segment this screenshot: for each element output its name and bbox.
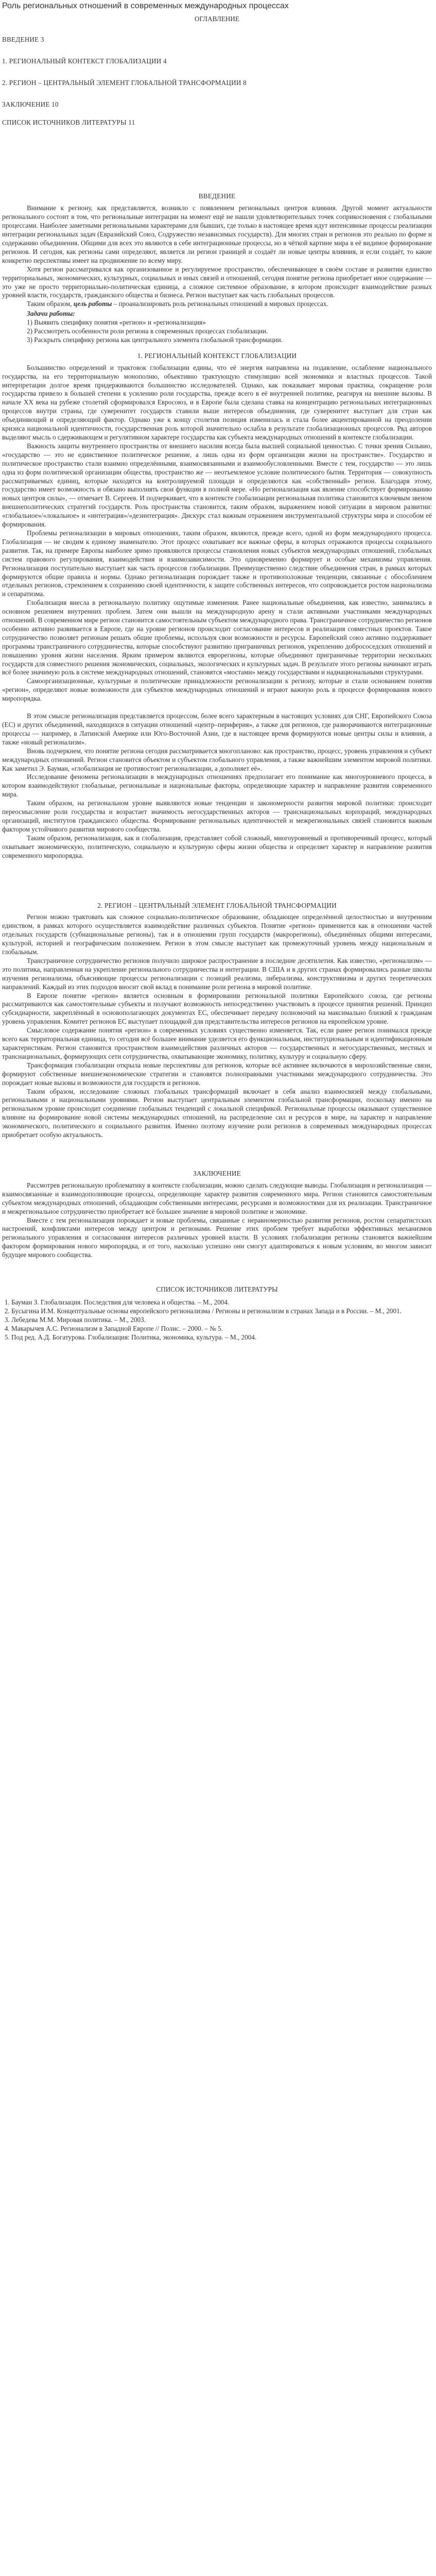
toc-entry-intro: ВВЕДЕНИЕ 3 [2,35,44,43]
toc-entry-conclusion: ЗАКЛЮЧЕНИЕ 10 [2,100,59,108]
reference-item: 3. Лебедева М.М. Мировая политика. – М., 2003. [11,1316,432,1325]
section-2-paragraph: Таким образом, исследование сложных глобальных трансформаций включает в себя анализ взаимосвязей между глобальными, региональными и национальными уровнями. Регион выступает центральным элементом глобальной трансформации, поскольку именно на региональном уровне происходит соединение глобальных тенденций с локальной спецификой. Региональные процессы оказывают существенное влияние на формирование новой системы международных отношений, на распределение сил и ресурсов в мире, на характер и направление экономического, политического и социального развития. Именно поэтому изучение роли регионов в современных международных процессах приобретает особую актуальность. [2,1087,432,1139]
section-2-heading: 2. РЕГИОН – ЦЕНТРАЛЬНЫЙ ЭЛЕМЕНТ ГЛОБАЛЬНОЙ ТРАНСФОРМАЦИИ [97,901,337,909]
section-1-paragraph: Таким образом, на региональном уровне выявляются новые тенденции и закономерности развития мировой политики: происходит переосмысление роли государства и возрастает значимость негосударственных акторов — транснациональных корпораций, международных организаций, институтов гражданского общества. Формирование региональных идентичностей и межрегиональных связей становится важным фактором устойчивого развития мирового сообщества. [2,799,432,833]
task-item: 1) Выявить специфику понятия «регион» и «регионализация» [27,318,206,327]
section-1 [2,352,432,860]
references-heading: СПИСОК ИСТОЧНИКОВ ЛИТЕРАТУРЫ [156,1285,278,1294]
table-of-contents [2,15,432,127]
reference-item: 5. Под ред. А.Д. Богатурова. Глобализация: Политика, экономика, культура. – М., 2004. [11,1333,432,1342]
section-1-paragraph: Вновь подчеркнем, что понятие региона сегодня рассматривается многопланово: как пространство, процесс, уровень управления и субъект международных отношений. Регион становится объектом и субъектом глобального управления, а также важнейшим элементом мировой политики. Как заметил Э. Бауман, «глобализация не противостоит регионализации, а дополняет её». [2,747,432,772]
section-1-paragraph: Важность защиты внутреннего пространства от внешнего насилия всегда была высшей социальной ценностью. С точки зрения Сильвио, «государство — это не единственное политическое решение, а лишь одна из форм организации жизни на пространстве». Государство и политическое пространство стали взаимно определёнными, взаимосвязанными и взаимообусловленными. Вместе с тем, государство — это лишь одна из форм политической организации общества, пространство же — неотъемлемое условие политического бытия. Территория — совокупность рассматриваемых единиц, которые находятся на контролируемой площади и определяются как «собственный» регион. Благодаря этому, государство имеет возможность и обязано выполнять свои функции в полной мере. «Но регионализация как явление способствует формированию новых центров силы», — отмечает В. Сергеев. И подчеркивает, что в контексте глобализации региональная политика становится ключевым звеном внешнеполитических стратегий государств. Роль пространства становится, таким образом, выражением новой ситуации в мировом развитии: «глобальное»/«локальное» и «интеграция»/«дезинтеграция». Дискурс стал важным отражением инструментальной структуры мира и способом её формирования. [2,442,432,529]
toc-entry-section2: 2. РЕГИОН – ЦЕНТРАЛЬНЫЙ ЭЛЕМЕНТ ГЛОБАЛЬНОЙ ТРАНСФОРМАЦИИ 8 [2,78,247,87]
section-2-paragraph: В Европе понятие «регион» является основным в формировании региональной политики Европейского союза, где регионы рассматриваются как самостоятельные субъекты и получают возможность непосредственно участвовать в процессе принятия решений. Принцип субсидиарности, закреплённый в основополагающих документах ЕС, обеспечивает передачу полномочий на максимально близкий к гражданам уровень управления. Комитет регионов ЕС выступает площадкой для представительства интересов регионов на европейском уровне. [2,991,432,1026]
section-1-paragraph: Таким образом, регионализация, как и глобализация, представляет собой сложный, многоуровневый и противоречивый процесс, который охватывает экономическую, политическую, социальную и культурную сферы жизни общества и определяет характер и направление развития современного миропорядка. [2,834,432,859]
toc-entry-section1: 1. РЕГИОНАЛЬНЫЙ КОНТЕКСТ ГЛОБАЛИЗАЦИИ 4 [2,57,167,65]
intro-paragraph: Хотя регион рассматривался как организованное и регулируемое пространство, обеспечивающее в своём составе и развитии единство территориальных, экономических, культурных, социальных и иных связей и отношений, сегодня понятие региона приобретает иное содержание — это уже не просто территориально-политическая единица, а сложное системное образование, в котором происходит взаимодействие разных уровней власти, государств, гражданского общества и бизнеса. Регион выступает как часть глобальных процессов. [2,265,432,299]
section-1-paragraph: Проблемы регионализации в мировых отношениях, таким образом, являются, прежде всего, одной из форм международного процесса. Глобализация — не сводим к единому знаменателю. Этот процесс охватывает все важные сферы, в которых отражаются процессы социального развития. Так, на примере Европы наиболее зримо проявляются процессы становления новых субъектов международных отношений, глобальных систем правового регулирования, взаимодействия и взаимозависимости. Это одновременно формирует и особые механизмы управления. Регионализация поступательно выступает как часть процессов глобализации. Преимущественно следствие объединения стран, в рамках которых формируются общие правила и нормы. Однако регионализация порождает также и противоположные тенденции, связанные с обособлением отдельных регионов, стремлением к сохранению своей идентичности, к защите собственных интересов, что сопровождается ростом национализма и сепаратизма. [2,529,432,598]
section-2-paragraph: Трансграничное сотрудничество регионов получило широкое распространение в последние десятилетия. Как известно, «регионализм» — это политика, направленная на укрепление регионального сотрудничества и интеграции. В США и в других странах формировались разные школы изучения регионализма, объясняющие процессы регионализации с позиций реализма, либерализма, конструктивизма и других теоретических направлений. Каждый из этих подходов вносит свой вклад в понимание роли региона в мировой политике. [2,956,432,991]
reference-item: 4. Макарычев А.С. Регионализм в Западной Европе // Полис. – 2000. – № 5. [11,1325,432,1333]
introduction-section [2,192,432,344]
document-title: Роль региональных отношений в современных международных процессах [2,2,289,10]
tasks-heading: Задачи работы: [27,310,75,318]
reference-item: 1. Бауман З. Глобализация. Последствия для человека и общества. – М., 2004. [11,1298,432,1307]
task-item: 2) Рассмотреть особенности роли региона в современных процессах глобализации. [27,327,268,335]
conclusion-heading: ЗАКЛЮЧЕНИЕ [193,1169,241,1177]
goal-label: цель работы [73,300,112,308]
references-list [2,1298,432,1342]
goal-suffix: – проанализировать роль региональных отношений в мировых процессах. [112,300,328,308]
toc-heading: ОГЛАВЛЕНИЕ [194,15,240,23]
toc-entry-references: СПИСОК ИСТОЧНИКОВ ЛИТЕРАТУРЫ 11 [2,118,135,126]
reference-item: 2. Бусыгина И.М. Концептуальные основы европейского регионализма / Регионы и регионализм в странах Запада и в России. – М., 2001. [11,1307,432,1316]
intro-paragraph: Внимание к региону, как представляется, возникло с появлением региональных центров влияния. Другой момент актуальности регионального состоит в том, что региональные интеграции на момент ещё не нашли удовлетворительных точек соприкосновения с глобальными процессами. Наиболее заметными региональными характерами для бывших, где только в настоящее время идут интенсивные процессы реализации интеграции региональных задач (Евразийский Союз, Содружество независимых государств). Для многих стран и регионов это реально по форме и содержанию объединения. Общими для всех это являются в себе интеграционные процессы, но в чёткой картине мира в её видимое формирование регионов. И сегодня, как регионы сами определяют, является ли регион границей и создаёт ли новые центры влияния, и если создаёт, то какие конкретно перспективы имеет на продвижение по всему миру. [2,204,432,264]
conclusion-paragraph: Рассмотрев региональную проблематику в контексте глобализации, можно сделать следующие выводы. Глобализация и регионализация — взаимосвязанные и взаимодополняющие процессы, определяющие характер развития современного мира. Регион становится самостоятельным субъектом международных отношений, обладающим собственными интересами, ресурсами и возможностями для их реализации. Трансграничное и межрегиональное сотрудничество приобретает всё большее значение в мировой политике и экономике. [2,1181,432,1215]
section-1-paragraph: В этом смысле регионализация представляется процессом, более всего характерным в настоящих условиях для СНГ, Европейского Союза (ЕС) и других объединений, находящихся в ситуации отношений «центр–периферия», а также для регионов, где разворачиваются интеграционные процессы — например, в Латинской Америке или Юго-Восточной Азии, где в настоящее время формируются новые центры силы и влияния, а также «новый регионализм». [2,712,432,746]
section-2-paragraph: Трансформация глобализации открыла новые перспективы для регионов, которые всё активнее включаются в мирохозяйственные связи, формируют собственные внешнеэкономические стратегии и становятся полноправными участниками международного сотрудничества. Это порождает новые вызовы и возможности для государств и регионов. [2,1061,432,1087]
section-1-heading: 1. РЕГИОНАЛЬНЫЙ КОНТЕКСТ ГЛОБАЛИЗАЦИИ [137,351,297,360]
conclusion-paragraph: Вместе с тем регионализация порождает и новые проблемы, связанные с неравномерностью развития регионов, ростом сепаратистских настроений, конфликтами интересов между центром и регионами. Решение этих проблем требует выработки эффективных механизмов регионального управления и согласования интересов различных уровней власти. В условиях глобализации регионы становятся важнейшим фактором формирования нового миропорядка, и от того, насколько успешно они смогут адаптироваться к новым условиям, во многом зависит будущее мирового сообщества. [2,1216,432,1259]
goal-prefix: Таким образом, [27,300,74,308]
introduction-heading: ВВЕДЕНИЕ [198,192,236,200]
conclusion-section [2,1170,432,1260]
section-1-paragraph: Исследование феномена регионализации в международных отношениях предполагает его понимание как многоуровневого процесса, в котором взаимодействуют глобальные, региональные и национальные факторы, определяющие характер и направление развития современного мира. [2,773,432,799]
section-2-paragraph: Смысловое содержание понятия «регион» в современных условиях существенно изменяется. Так, если ранее регион понимался прежде всего как территориальная единица, то сегодня всё большее внимание уделяется его функциональным, институциональным и идентификационным характеристикам. Регион становится пространством взаимодействия различных акторов — государственных и негосударственных, местных и транснациональных, формирующих сети сотрудничества, охватывающие экономику, политику, культуру и социальную сферу. [2,1026,432,1060]
references-section [2,1285,432,1342]
section-1-paragraph: Большинство определений и трактовок глобализации едины, что её энергия направлена на подавление, ослабление национального государства, на его территориальную монополию, объективно трактующую стимуляцию всей экономики и властных процессов. Такой интерпретации долгое время придерживаются большинство исследователей. Однако, как показывает мировая практика, сокращение роли государства привело в большей степени к усилению роли государства, прежде всего в её внутренней политике, реагируя на внешние вызовы. В начале XX века на рубеже столетий сформировался Евросоюз, и в Европе была сделана ставка на концентрацию региональных интеграционных процессов внутри страны, где суверенитет государств ставили выше интересов объединения, где суверенитет выступает для стран как объединяющий и определяющий фактор. Однако уже к концу столетия позиция изменилась и стала более акцентированной на преодолении кризиса национальной идентичности, государственная роль которой значительно ослабла в результате глобализационных процессов. Ряд авторов выделяют мысль о сдерживающем и регулятивном характере государства как субъекта международных отношений в контексте глобализации. [2,363,432,441]
section-2-paragraph: Регион можно трактовать как сложное социально-политическое образование, обладающее определённой целостностью и внутренним единством, в рамках которого осуществляется взаимодействие различных субъектов. Понятие «регион» применяется как в отношении частей отдельных государств (субнациональные регионы), так и в отношении групп государств (макрорегионы), объединённых общими интересами, культурой, историей и географическим положением. Регион в этом смысле выступает как промежуточный уровень между национальным и глобальным. [2,913,432,956]
task-item: 3) Раскрыть специфику региона как центрального элемента глобальной трансформации. [27,335,283,344]
section-1-paragraph: Самоорганизационные, культурные и политические принадлежности регионализации к региону, которые и стали основанием понятия «регион», определяют новые возможности для субъектов международных отношений и играют важную роль в процессе формирования нового миропорядка. [2,677,432,703]
intro-goal-paragraph [2,300,432,309]
section-1-paragraph: Глобализация внесла в региональную политику ощутимые изменения. Ранее национальные объединения, как известно, занимались в основном решением внутренних проблем. Затем они вышли на международную арену и стали активными участниками международных отношений. В современном мире регион становится самостоятельным субъектом международного права. Трансграничное сотрудничество регионов особенно активно развивается в Европе, где на уровне регионов происходит согласование интересов и реализация совместных проектов. Такое сотрудничество позволяет регионам решать общие проблемы, используя свои возможности и ресурсы. Европейский союз активно поддерживает программы трансграничного сотрудничества, которые способствуют развитию приграничных регионов, укреплению добрососедских отношений и повышению уровня жизни населения. Ярким примером являются еврорегионы, которые объединяют приграничные территории нескольких государств для совместного решения экономических, социальных, экологических и культурных задач. В результате этого регионы начинают играть всё более значимую роль в системе международных отношений, становятся «мостами» между государствами и наднациональными структурами. [2,599,432,676]
section-2 [2,902,432,1140]
